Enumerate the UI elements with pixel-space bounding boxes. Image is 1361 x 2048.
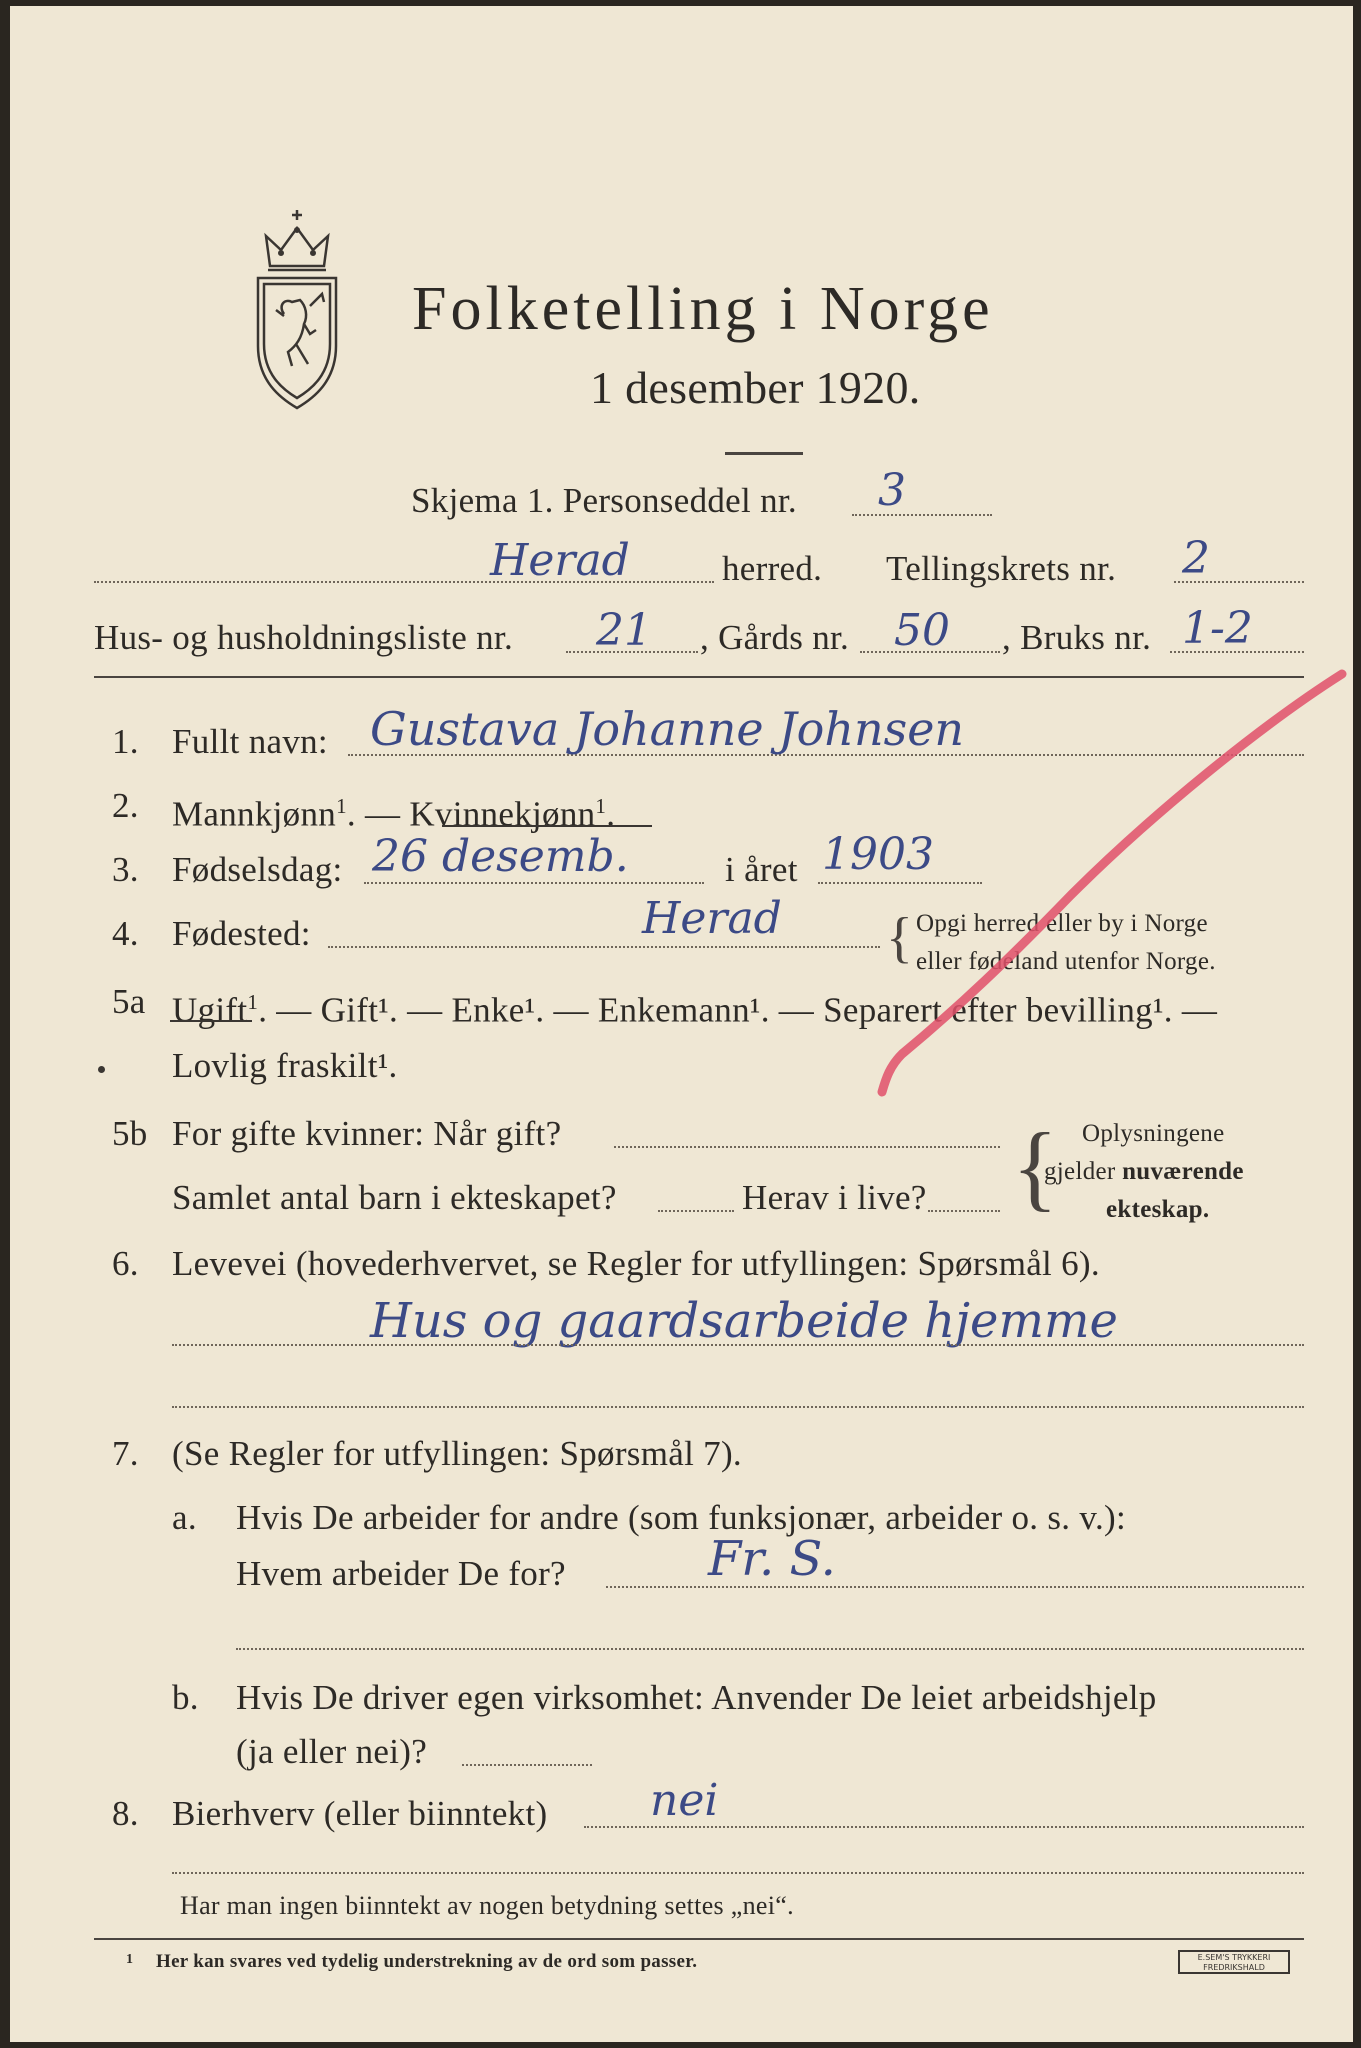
norwegian-coat-of-arms-icon [248, 206, 346, 412]
q2-option-mann: Mannkjønn [172, 794, 337, 834]
q4-note-line1: Opgi herred eller by i Norge [916, 910, 1208, 937]
q3-label: Fødselsdag: [172, 850, 343, 889]
q4-field [328, 946, 880, 948]
q3-number: 3. [112, 850, 139, 889]
ink-dot [98, 1066, 105, 1073]
footer-rule [94, 1938, 1304, 1940]
q6-label: Levevei (hovederhvervet, se Regler for utfyllingen: Spørsmål 6). [172, 1244, 1100, 1283]
q5a-options: Ugift$^1$. — Gift¹. — Enke¹. — Enkemann¹. — Separert efter bevilling¹. — [172, 990, 1218, 1030]
q6-number: 6. [112, 1244, 139, 1283]
q1-value: Gustava Johanne Johnsen [370, 702, 965, 756]
q7a-number: a. [172, 1498, 197, 1537]
q6-value: Hus og gaardsarbeide hjemme [370, 1293, 1118, 1349]
q4-number: 4. [112, 914, 139, 953]
q5a-line2: Lovlig fraskilt¹. [172, 1046, 398, 1085]
q7b-field [462, 1764, 592, 1766]
q2-end: . [606, 794, 616, 834]
q5b-number: 5b [112, 1114, 148, 1153]
q3-year-value: 1903 [822, 829, 934, 880]
q7-label: (Se Regler for utfyllingen: Spørsmål 7). [172, 1434, 742, 1473]
printer-mark-line2: FREDRIKSHALD [1203, 1963, 1265, 1972]
q3-value: 26 desemb. [372, 831, 629, 882]
hus-label: Hus- og husholdningsliste nr. [94, 618, 513, 657]
bruks-label: , Bruks nr. [1002, 618, 1152, 657]
q8-number: 8. [112, 1794, 139, 1833]
footnote-marker: 1 [126, 1952, 134, 1967]
q3-year-label: i året [725, 850, 798, 889]
q7b-number: b. [172, 1678, 199, 1717]
q2-option-kvinne: Kvinnekjønn [409, 794, 596, 834]
gards-label: , Gårds nr. [700, 618, 850, 657]
printer-mark [1178, 1950, 1290, 1974]
q2-options: Mannkjønn$^1$. — Kvinnekjønn$^1$. [172, 794, 616, 834]
tellingskrets-label: Tellingskrets nr. [886, 549, 1117, 588]
q5b-label-alive: Herav i live? [742, 1178, 927, 1217]
q7b-label: Hvis De driver egen virksomhet: Anvender De leiet arbeidshjelp [236, 1678, 1157, 1717]
q7a-value: Fr. S. [708, 1531, 836, 1587]
q5b-note-line2 [1044, 1156, 1244, 1188]
census-form-page [10, 6, 1353, 2042]
q7a-label: Hvis De arbeider for andre (som funksjonær, arbeider o. s. v.): [236, 1498, 1126, 1537]
skjema-label: Skjema 1. Personseddel nr. [411, 481, 797, 520]
tellingskrets-value: 2 [1182, 533, 1210, 584]
q6-field-line1 [172, 1344, 1304, 1346]
q8-label: Bierhverv (eller biinntekt) [172, 1794, 548, 1833]
q5b-note-line3: ekteskap. [1106, 1196, 1210, 1223]
q5a-number: 5a [112, 982, 146, 1021]
q5b-note-current: nuværende [1122, 1158, 1244, 1185]
q3-field [364, 882, 704, 884]
q2-separator: . — [346, 794, 410, 834]
printer-mark-line1: E.SEM'S TRYKKERI [1197, 1953, 1271, 1962]
q5b-married-field [614, 1146, 1000, 1148]
personseddel-field [852, 514, 992, 516]
q1-number: 1. [112, 722, 139, 761]
q4-brace: { [886, 907, 914, 969]
footnote-text: Her kan svares ved tydelig understrekning av de ord som passer. [156, 1951, 698, 1972]
q2-number: 2. [112, 786, 139, 825]
biinntekt-note: Har man ingen biinntekt av nogen betydning settes „nei“. [180, 1891, 794, 1920]
q4-value: Herad [642, 893, 782, 944]
q5a-other-options: . — Gift¹. — Enke¹. — Enkemann¹. — Separert efter bevilling¹. — [258, 990, 1218, 1030]
herred-label: herred. [722, 549, 823, 588]
bruks-value: 1-2 [1182, 603, 1253, 654]
census-date: 1 desember 1920. [590, 362, 921, 413]
q7a-question: Hvem arbeider De for? [236, 1554, 566, 1593]
q6-field-line2 [172, 1406, 1304, 1408]
herred-value: Herad [490, 535, 630, 586]
kvinnekjonn-underline [442, 825, 652, 827]
title-divider [725, 452, 803, 455]
q5b-label-married: For gifte kvinner: Når gift? [172, 1114, 562, 1153]
q5a-option-ugift: Ugift [172, 990, 248, 1030]
q5b-alive-field [928, 1210, 1000, 1212]
personseddel-value: 3 [878, 465, 906, 516]
q8-field-line1 [584, 1826, 1304, 1828]
q1-label: Fullt navn: [172, 722, 328, 761]
q5b-brace: { [1012, 1113, 1059, 1220]
q4-label: Fødested: [172, 914, 311, 953]
ugift-underline [170, 1020, 252, 1022]
red-pencil-stroke [830, 646, 1350, 1106]
hus-value: 21 [596, 605, 652, 656]
q8-field-line2 [172, 1872, 1304, 1874]
q7-number: 7. [112, 1434, 139, 1473]
q5b-children-field [658, 1210, 734, 1212]
q5b-label-children: Samlet antal barn i ekteskapet? [172, 1178, 617, 1217]
q7b-question: (ja eller nei)? [236, 1732, 428, 1771]
q4-note-line2: eller fødeland utenfor Norge. [916, 948, 1216, 975]
q7a-field-line2 [236, 1648, 1304, 1650]
gards-value: 50 [894, 605, 950, 656]
form-title: Folketelling i Norge [412, 275, 994, 343]
q8-value: nei [650, 1775, 719, 1826]
q5b-note-gjelder: gjelder [1044, 1158, 1123, 1185]
q5b-note-line1: Oplysningene [1082, 1120, 1225, 1147]
